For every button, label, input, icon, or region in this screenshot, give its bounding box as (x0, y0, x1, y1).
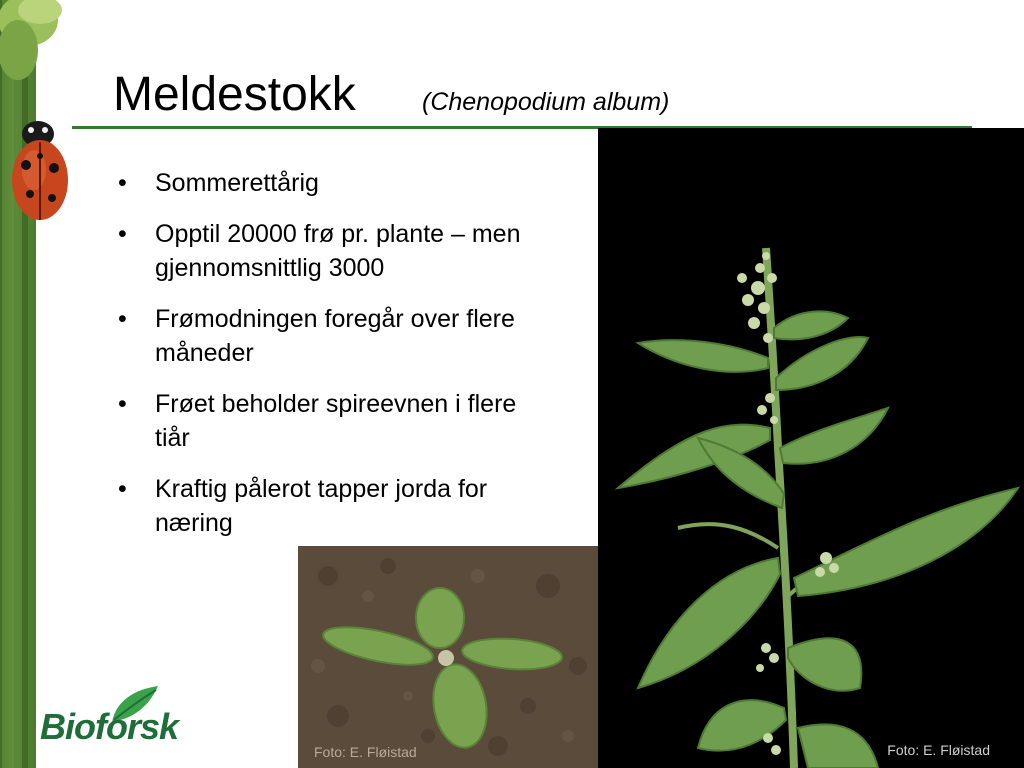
leaf-top-decoration (0, 0, 70, 90)
bullet-item (118, 217, 538, 285)
photo-credit-plant: Foto: E. Fløistad (887, 742, 990, 758)
bullet-text: Opptil 20000 frø pr. plante – men gjennomsnittlig 3000 (155, 220, 521, 282)
slide-title: Meldestokk (113, 68, 356, 121)
bullet-icon: • (118, 390, 127, 418)
ladybug-icon (4, 110, 70, 228)
bullet-text: Kraftig pålerot tapper jorda for næring (155, 475, 488, 537)
bullet-icon: • (118, 220, 127, 248)
bullet-item (118, 387, 538, 455)
bullet-item (118, 302, 538, 370)
logo-text: Bioforsk (40, 706, 179, 747)
bullet-item (118, 166, 538, 200)
photo-credit-seedling: Foto: E. Fløistad (314, 744, 417, 760)
bullet-list (118, 166, 538, 557)
bullet-text: Frømodningen foregår over flere måneder (155, 305, 515, 367)
seedling-photo (298, 546, 598, 768)
plant-photo (598, 128, 1024, 768)
bullet-icon: • (118, 169, 127, 197)
bullet-item (118, 472, 538, 540)
plant-illustration (598, 128, 1024, 768)
bullet-text: Frøet beholder spireevnen i flere tiår (155, 390, 517, 452)
bullet-text: Sommerettårig (155, 169, 319, 197)
bullet-icon: • (118, 475, 127, 503)
slide-subtitle: (Chenopodium album) (422, 88, 670, 116)
bullet-icon: • (118, 305, 127, 333)
seedling-illustration (298, 546, 598, 768)
bioforsk-logo (40, 684, 190, 764)
